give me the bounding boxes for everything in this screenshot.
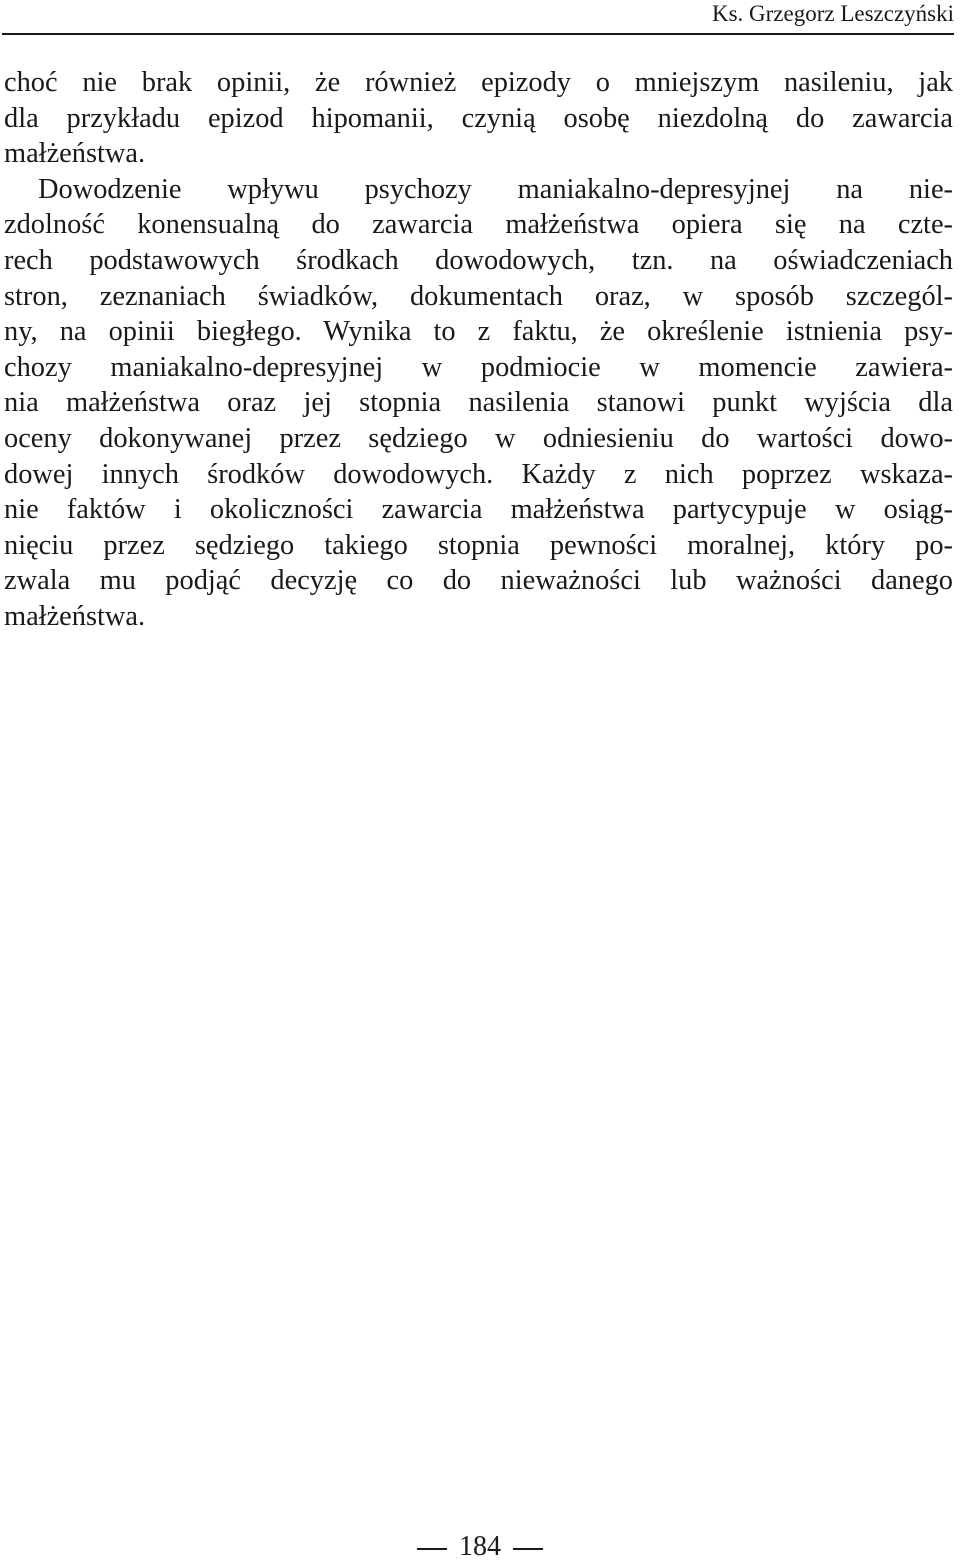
text-line: małżeństwa. — [4, 138, 146, 170]
text-line: zdolność konensualną do zawarcia małżeństwa opiera się na czte- — [4, 209, 953, 241]
text-line: ny, na opinii biegłego. Wynika to z faktu, że określenie istnienia psy- — [4, 316, 953, 348]
text-line: zwala mu podjąć decyzję co do nieważności lub ważności danego — [4, 565, 953, 597]
text-line: nia małżeństwa oraz jej stopnia nasilenia stanowi punkt wyjścia dla — [4, 387, 953, 419]
text-line: dowej innych środków dowodowych. Każdy z nich poprzez wskaza- — [4, 458, 953, 490]
text-line: oceny dokonywanej przez sędziego w odniesieniu do wartości dowo- — [4, 422, 953, 454]
text-line: choć nie brak opinii, że również epizody o mniejszym nasileniu, jak — [4, 67, 953, 98]
text-line: małżeństwa. — [4, 600, 146, 632]
text-line: rech podstawowych środkach dowodowych, tzn. na oświadczeniach — [4, 244, 953, 276]
text-line: Dowodzenie wpływu psychozy maniakalno-depresyjnej na nie- — [38, 173, 953, 205]
running-title: Ks. Grzegorz Leszczyński — [711, 1, 954, 26]
folio-dash-left — [417, 1548, 447, 1550]
running-header — [0, 0, 954, 30]
body-text — [4, 65, 953, 635]
folio-dash-right — [513, 1548, 543, 1550]
page-number: 184 — [459, 1531, 501, 1562]
text-line: stron, zeznaniach świadków, dokumentach oraz, w sposób szczegól- — [4, 280, 953, 312]
text-line: nie faktów i okoliczności zawarcia małżeństwa partycypuje w osiąg- — [4, 494, 953, 526]
header-rule — [2, 33, 954, 35]
text-line: chozy maniakalno-depresyjnej w podmiocie w momencie zawiera- — [4, 351, 953, 383]
text-line: nięciu przez sędziego takiego stopnia pewności moralnej, który po- — [4, 529, 953, 561]
text-line: dla przykładu epizod hipomanii, czynią osobę niezdolną do zawarcia — [4, 102, 953, 134]
page-footer — [0, 1530, 960, 1564]
